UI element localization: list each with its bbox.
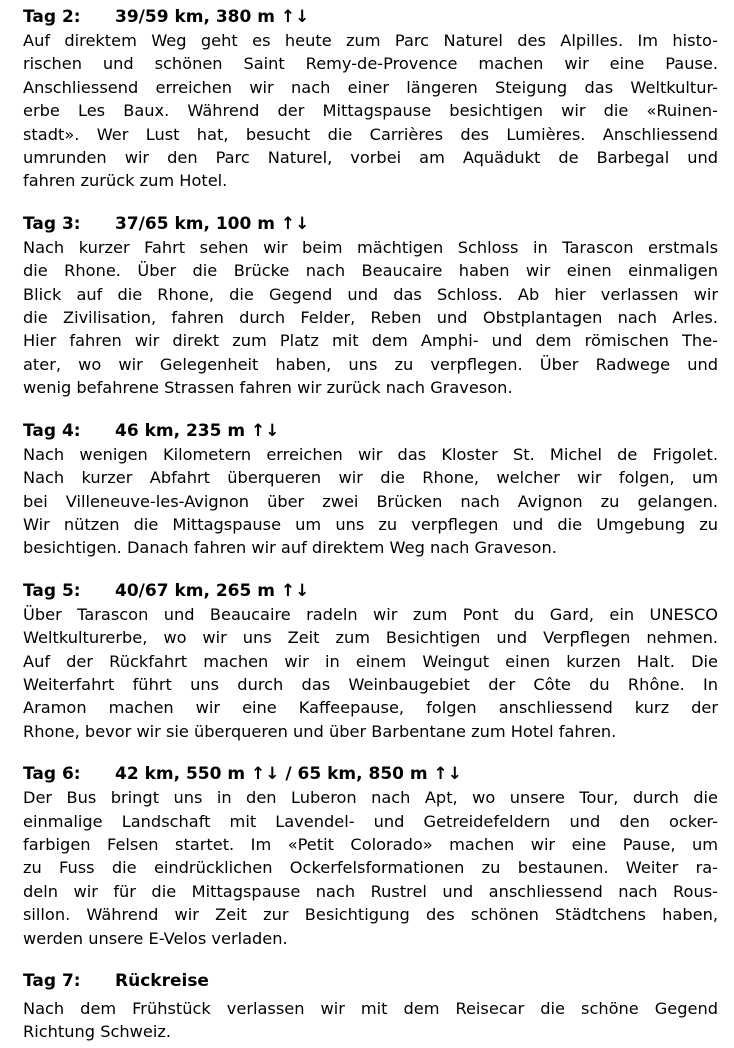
day-stats: 46 km, 235 m ↑↓	[115, 420, 280, 441]
day-heading	[23, 763, 718, 786]
text-line: einmalige Landschaft mit Lavendel- und Getreidefeldern und den ocker-	[23, 811, 718, 831]
text-line: Nach kurzer Fahrt sehen wir beim mächtigen Schloss in Tarascon erstmals	[23, 237, 718, 257]
text-line: zu Fuss die eindrücklichen Ockerfelsformationen zu bestaunen. Weiter ra-	[23, 858, 718, 878]
day-section-tag-6	[23, 763, 718, 950]
day-description	[23, 29, 718, 193]
day-heading	[23, 970, 718, 993]
day-stats: 42 km, 550 m ↑↓ / 65 km, 850 m ↑↓	[115, 764, 463, 785]
text-line: Nach wenigen Kilometern erreichen wir das Kloster St. Michel de Frigolet.	[23, 444, 718, 464]
text-line: ater, wo wir Gelegenheit haben, uns zu verpflegen. Über Radwege und	[23, 354, 718, 374]
text-line: Hier fahren wir direkt zum Platz mit dem Amphi- und dem römischen The-	[23, 331, 718, 351]
itinerary-document	[23, 6, 718, 1044]
day-section-tag-7	[23, 970, 718, 1044]
text-line: Rhone, bevor wir sie überqueren und über Barbentane zum Hotel fahren.	[23, 721, 617, 741]
text-line: Über Tarascon und Beaucaire radeln wir zum Pont du Gard, ein UNESCO	[23, 604, 718, 624]
day-heading	[23, 213, 718, 236]
day-description	[23, 603, 718, 743]
text-line: Nach kurzer Abfahrt überqueren wir die Rhone, welcher wir folgen, um	[23, 468, 718, 488]
day-description	[23, 443, 718, 560]
day-stats: 40/67 km, 265 m ↑↓	[115, 580, 310, 601]
day-stats: Rückreise	[115, 971, 209, 991]
text-line: Der Bus bringt uns in den Luberon nach Apt, wo unsere Tour, durch die	[23, 788, 718, 808]
day-section-tag-2	[23, 6, 718, 193]
text-line: bei Villeneuve-les-Avignon über zwei Brücken nach Avignon zu gelangen.	[23, 491, 718, 511]
day-heading	[23, 420, 718, 443]
day-label: Tag 2:	[23, 7, 81, 27]
text-line: Richtung Schweiz.	[23, 1022, 171, 1042]
day-label: Tag 5:	[23, 580, 81, 601]
text-line: deln wir für die Mittagspause nach Rustrel und anschliessend nach Rous-	[23, 881, 718, 901]
day-heading	[23, 580, 718, 603]
text-line: Weiterfahrt führt uns durch das Weinbaugebiet der Côte du Rhône. In	[23, 674, 718, 694]
text-line: werden unsere E-Velos verladen.	[23, 928, 288, 948]
text-line: erbe Les Baux. Während der Mittagspause besichtigen wir die «Ruinen-	[23, 101, 718, 121]
text-line: Auf der Rückfahrt machen wir in einem Weingut einen kurzen Halt. Die	[23, 651, 718, 671]
day-label: Tag 3:	[23, 213, 81, 234]
text-line: die Zivilisation, fahren durch Felder, Reben und Obstplantagen nach Arles.	[23, 308, 718, 328]
text-line: Weltkulturerbe, wo wir uns Zeit zum Besichtigen und Verpflegen nehmen.	[23, 628, 718, 648]
text-line: Wir nützen die Mittagspause um uns zu verpflegen und die Umgebung zu	[23, 514, 718, 534]
text-line: fahren zurück zum Hotel.	[23, 171, 228, 191]
day-description	[23, 997, 718, 1044]
text-line: umrunden wir den Parc Naturel, vorbei am Aquädukt de Barbegal und	[23, 148, 718, 168]
day-heading	[23, 6, 718, 29]
text-line: sillon. Während wir Zeit zur Besichtigung des schönen Städtchens haben,	[23, 905, 718, 925]
day-section-tag-3	[23, 213, 718, 400]
text-line: Anschliessend erreichen wir nach einer längeren Steigung das Weltkultur-	[23, 77, 718, 97]
day-label: Tag 6:	[23, 764, 81, 785]
text-line: Auf direktem Weg geht es heute zum Parc Naturel des Alpilles. Im histo-	[23, 31, 718, 50]
day-label: Tag 4:	[23, 420, 81, 441]
text-line: besichtigen. Danach fahren wir auf direktem Weg nach Graveson.	[23, 538, 557, 558]
day-label: Tag 7:	[23, 971, 81, 991]
day-description	[23, 786, 718, 950]
day-description	[23, 236, 718, 400]
text-line: Blick auf die Rhone, die Gegend und das Schloss. Ab hier verlassen wir	[23, 284, 718, 304]
text-line: Aramon machen wir eine Kaffeepause, folgen anschliessend kurz der	[23, 698, 718, 718]
text-line: rischen und schönen Saint Remy-de-Provence machen wir eine Pause.	[23, 54, 718, 74]
text-line: Nach dem Frühstück verlassen wir mit dem Reisecar die schöne Gegend	[23, 999, 718, 1018]
day-section-tag-4	[23, 420, 718, 560]
text-line: farbigen Felsen startet. Im «Petit Colorado» machen wir eine Pause, um	[23, 834, 718, 854]
text-line: stadt». Wer Lust hat, besucht die Carrières des Lumières. Anschliessend	[23, 124, 718, 144]
day-stats: 39/59 km, 380 m ↑↓	[115, 7, 310, 27]
text-line: wenig befahrene Strassen fahren wir zurück nach Graveson.	[23, 378, 513, 398]
day-section-tag-5	[23, 580, 718, 743]
text-line: die Rhone. Über die Brücke nach Beaucaire haben wir einen einmaligen	[23, 261, 718, 281]
day-stats: 37/65 km, 100 m ↑↓	[115, 213, 310, 234]
